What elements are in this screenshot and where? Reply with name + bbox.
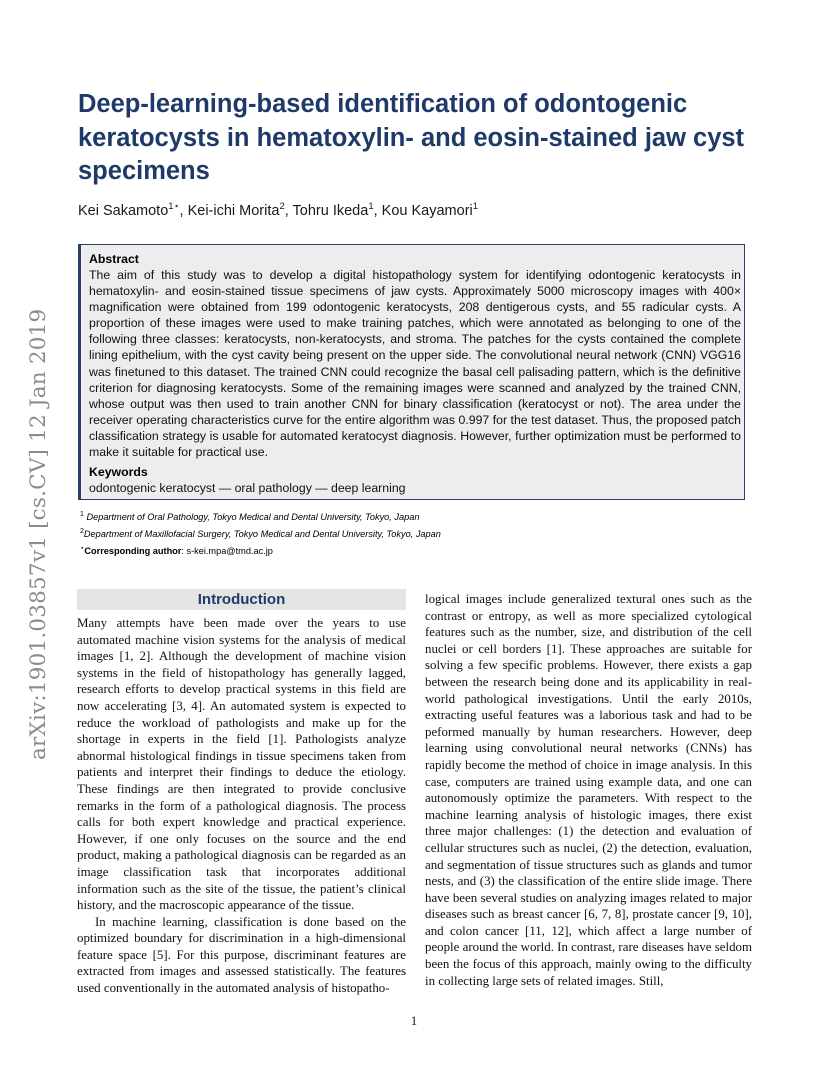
author-name: Tohru Ikeda bbox=[292, 202, 369, 219]
author-name: Kou Kayamori bbox=[381, 202, 473, 219]
footnote-mark: ⋆ bbox=[80, 544, 85, 552]
section-heading-introduction: Introduction bbox=[77, 589, 406, 610]
author-affiliation-mark: 1 bbox=[472, 201, 479, 212]
author-name: Kei-ichi Morita bbox=[187, 202, 280, 219]
author-affiliation-mark: 2 bbox=[279, 201, 285, 212]
corresponding-author-email: : s-kei.mpa@tmd.ac.jp bbox=[181, 545, 273, 556]
keywords-heading: Keywords bbox=[89, 465, 148, 480]
paper-title: Deep-learning-based identification of odontogenic keratocysts in hematoxylin- and eosin-stained jaw cyst specimens bbox=[78, 90, 745, 185]
footnote-mark: 2 bbox=[80, 527, 84, 535]
body-paragraph: logical images include generalized textural ones such as the contrast or entropy, as well as more specialized cytological features such as the number, size, and distribution of the cell nuclei or cell borders [1]. These approaches are suitable for solving a few specific problems. However, there exists a gap between the research being done and its applicability in real-world pathological investigations. Until the early 2010s, extracting useful features was a laborious task and had to be peformed manually by human researchers. However, deep learning using convolutional neural networks (CNNs) has rapidly become the method of choice in image analysis. In this case, computers are trained using example data, and one can autonomously optimize the parameters. With respect to the machine learning analysis of histologic images, there exist three major challenges: (1) the detection and evaluation of cellular structures such as nuclei, (2) the detection, evaluation, and segmentation of tissue structures such as glands and tumor nests, and (3) the classification of the entire slide image. There have been several studies on analyzing images related to major diseases such as breast cancer [6, 7, 8], prostate cancer [9, 10], and colon cancer [11, 12], which affect a large number of people around the world. In contrast, rare diseases have seldom been the focus of this approach, mainly owing to the difficulty in collecting large sets of related images. Still, bbox=[425, 592, 752, 988]
corresponding-author-note bbox=[80, 542, 740, 559]
arxiv-identifier-text: arXiv:1901.03857v1 [cs.CV] 12 Jan 2019 bbox=[26, 308, 51, 760]
author-affiliation-mark: 1 bbox=[368, 201, 374, 212]
footnote-text: Department of Oral Pathology, Tokyo Medical and Dental University, Tokyo, Japan bbox=[86, 512, 420, 523]
affiliation-footnote bbox=[80, 508, 740, 525]
right-column bbox=[425, 591, 752, 989]
abstract-box bbox=[78, 244, 745, 500]
page-number: 1 bbox=[410, 1014, 418, 1028]
corresponding-author-label: Corresponding author bbox=[84, 545, 182, 556]
left-column bbox=[77, 589, 406, 997]
abstract-heading: Abstract bbox=[89, 252, 139, 266]
abstract-text: The aim of this study was to develop a digital histopathology system for identifying odontogenic keratocysts in hematoxylin- and eosin-stained tissue specimens of jaw cysts. Approximately 5000 microscopy images with 400× magnification were obtained from 199 odontogenic keratocysts, 208 dentigerous cysts, and 55 radicular cysts. A proportion of these images were used to make training patches, which were annotated as belonging to one of the following three classes: keratocysts, non-keratocysts, and stroma. The patches for the cysts contained the complete lining epithelium, with the cyst cavity being present on the upper side. The convolutional neural network (CNN) VGG16 was finetuned to this dataset. The trained CNN could recognize the basal cell palisading pattern, which is the definitive criterion for diagnosing keratocysts. Some of the remaining images were scanned and analyzed by the trained CNN, whose output was then used to train another CNN for binary classification (keratocyst or not). The area under the receiver operating characteristics curve for the entire algorithm was 0.997 for the test dataset. Thus, the proposed patch classification strategy is usable for automated keratocyst diagnosis. However, further optimization must be performed to make it suitable for practical use. bbox=[89, 268, 741, 460]
author-name: Kei Sakamoto bbox=[78, 202, 169, 219]
keywords-text: odontogenic keratocyst — oral pathology — deep learning bbox=[89, 481, 406, 496]
body-paragraph: In machine learning, classification is done based on the optimized boundary for discrimination in a high-dimensional feature space [5]. For this purpose, discriminant features are extracted from images and assessed statistically. The features used conventionally in the automated analysis of histopatho- bbox=[77, 914, 406, 996]
affiliation-footnotes bbox=[80, 508, 740, 559]
body-paragraph: Many attempts have been made over the years to use automated machine vision systems for the analysis of medical images [1, 2]. Although the development of machine vision systems in the field of histopathology has generally lagged, research efforts to develop practical systems in this field are now accelerating [3, 4]. An automated system is expected to reduce the workload of pathologists and make up for the shortage in experts in the field [1]. Pathologists analyze abnormal histological findings in tissue specimens taken from patients and interpret their findings to deduce the etiology. These findings are then integrated to provide conclusive remarks in the form of a pathological diagnosis. The process calls for both expert knowledge and practical experience. However, if one only focuses on the source and the end product, making a pathological diagnosis can be regarded as an image classification task that incorporates additional information such as the site of the tissue, the patient’s clinical history, and the macroscopic appearance of the tissue. bbox=[77, 616, 406, 913]
affiliation-footnote bbox=[80, 525, 740, 542]
arxiv-identifier-stamp bbox=[22, 290, 52, 760]
author-affiliation-mark: 1⋆ bbox=[168, 201, 180, 212]
footnote-text: Department of Maxillofacial Surgery, Tokyo Medical and Dental University, Tokyo, Japan bbox=[83, 528, 441, 539]
footnote-mark: 1 bbox=[80, 511, 84, 518]
author-list: Kei Sakamoto$^{1⋆}$, Kei-ichi Morita$^2$, Tohru Ikeda$^1$, Kou Kayamori$^1$ bbox=[78, 201, 479, 219]
